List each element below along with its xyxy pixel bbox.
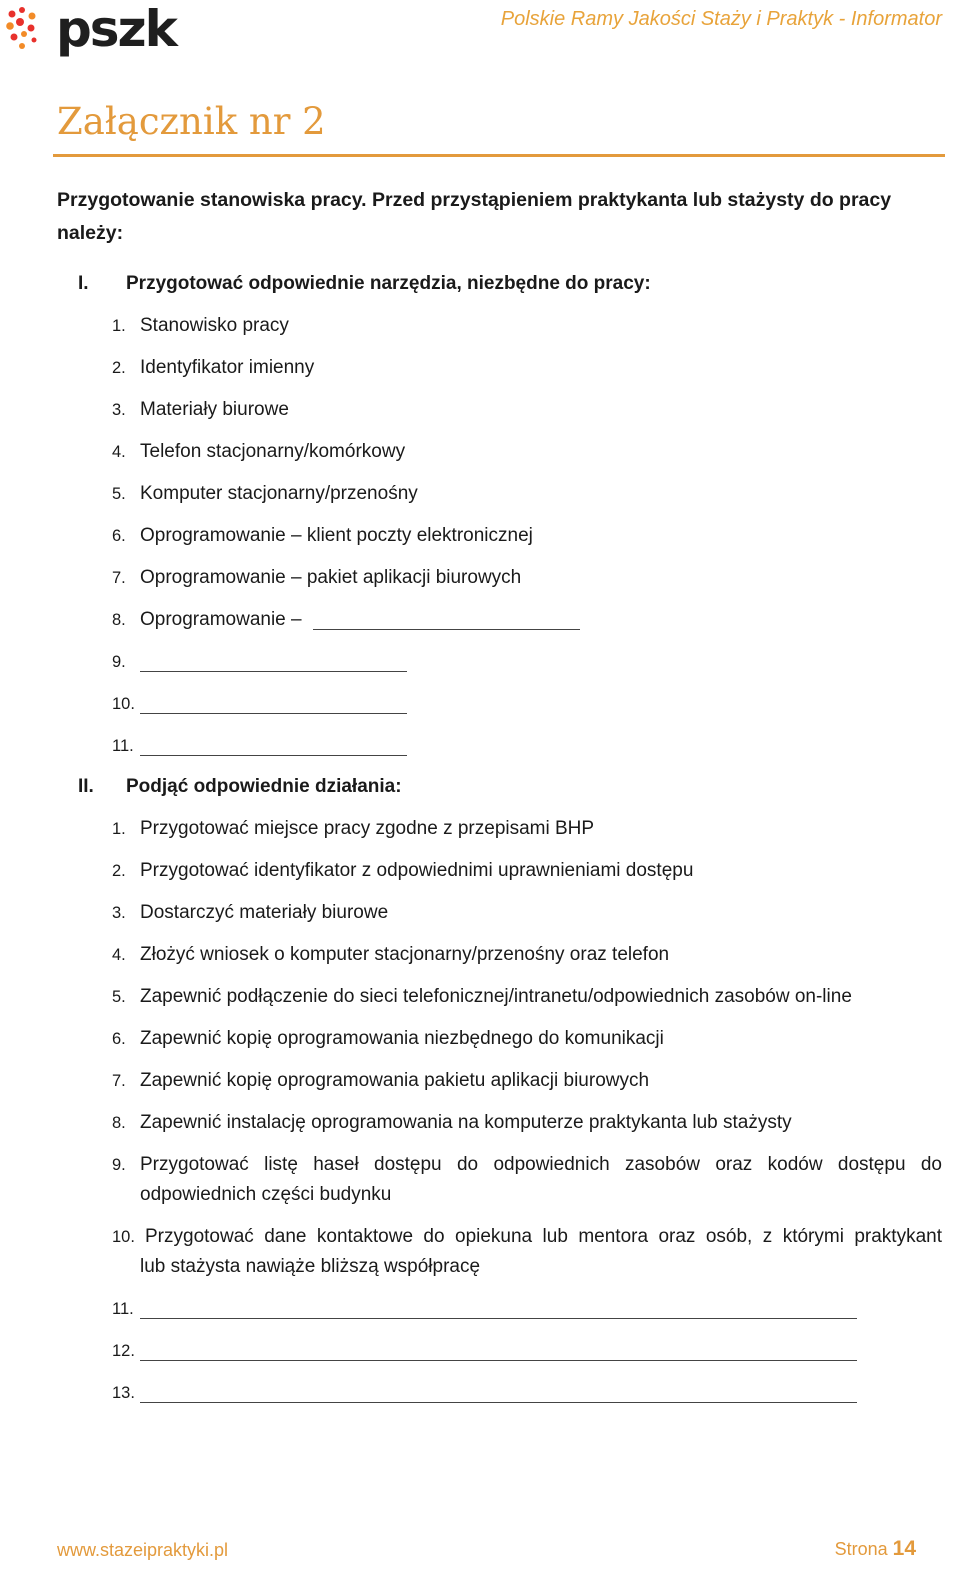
list-item-number: 4. [112,443,126,461]
list-item-text: Złożyć wniosek o komputer stacjonarny/przenośny oraz telefon [140,944,670,965]
list-item-number: 11. [112,737,134,755]
pszk-logo [4,2,176,56]
list-item-text: Zapewnić podłączenie do sieci telefonicznej/intranetu/odpowiednich zasobów on-line [140,986,852,1007]
fill-in-line[interactable] [140,755,407,756]
list-item-text: Komputer stacjonarny/przenośny [140,483,418,504]
fill-in-line[interactable] [140,1318,857,1319]
intro-paragraph: Przygotowanie stanowiska pracy. Przed przystąpieniem praktykanta lub stażysty do pracy należy: [57,189,892,244]
page-number: 14 [892,1537,916,1560]
list-item-number: 6. [112,1030,126,1048]
list-item-text: Przygotować identyfikator z odpowiednimi uprawnieniami dostępu [140,860,694,881]
list-item-number: 3. [112,904,126,922]
list-item-number: 1. [112,820,126,838]
list-item-number: 5. [112,988,126,1006]
list-item-text: Zapewnić kopię oprogramowania niezbędnego do komunikacji [140,1028,664,1049]
list-item-number: 8. [112,611,126,629]
list-item-number: 10. [112,1228,135,1246]
list-item-text: Przygotować miejsce pracy zgodne z przepisami BHP [140,818,595,839]
list-item-number: 4. [112,946,126,964]
list-item-number: 12. [112,1342,135,1360]
list-item-text: Zapewnić instalację oprogramowania na komputerze praktykanta lub stażysty [140,1112,792,1133]
title-divider [53,154,945,157]
footer-url-link[interactable]: www.stazeipraktyki.pl [57,1540,229,1560]
list-item-text: Oprogramowanie – [140,609,302,630]
logo-dots-icon [4,4,54,54]
fill-in-line[interactable] [140,1402,857,1403]
list-item-text: Identyfikator imienny [140,357,315,378]
section-2-title: Podjąć odpowiednie działania: [126,776,402,797]
fill-in-line[interactable] [140,713,407,714]
list-item-number: 13. [112,1384,135,1402]
list-item-text: Telefon stacjonarny/komórkowy [140,441,406,462]
list-item-number: 2. [112,862,126,880]
page-label: Strona [834,1539,888,1559]
page-title: Załącznik nr 2 [57,100,326,143]
fill-in-line[interactable] [140,671,407,672]
list-item-number: 11. [112,1300,134,1318]
section-2-number: II. [78,776,94,797]
logo-text: pszk [56,0,176,58]
list-item-text: Przygotować dane kontaktowe do opiekuna lub mentora oraz osób, z którymi praktykant [145,1226,942,1247]
list-item-number: 1. [112,317,126,335]
list-item-number: 8. [112,1114,126,1132]
section-1-number: I. [78,273,89,294]
list-item-number: 7. [112,1072,126,1090]
section-1-title: Przygotować odpowiednie narzędzia, niezbędne do pracy: [126,273,651,294]
list-item-text: Stanowisko pracy [140,315,289,336]
list-item-text: Przygotować listę haseł dostępu do odpowiednich zasobów oraz kodów dostępu do [140,1154,942,1175]
list-item-text: Zapewnić kopię oprogramowania pakietu aplikacji biurowych [140,1070,650,1091]
list-item-number: 6. [112,527,126,545]
list-item-text: Oprogramowanie – pakiet aplikacji biurowych [140,567,522,588]
list-item-text-continued: lub stażysta nawiąże bliższą współpracę [140,1256,481,1277]
list-item-text: Dostarczyć materiały biurowe [140,902,389,923]
fill-in-line[interactable] [313,629,580,630]
list-item-number: 9. [112,1156,126,1174]
list-item-text: Materiały biurowe [140,399,289,420]
list-item-number: 2. [112,359,126,377]
list-item-text-continued: odpowiednich części budynku [140,1184,392,1205]
header-title: Polskie Ramy Jakości Staży i Praktyk - Informator [500,8,942,30]
list-item-number: 7. [112,569,126,587]
list-item-number: 3. [112,401,126,419]
list-item-number: 9. [112,653,126,671]
list-item-number: 10. [112,695,135,713]
footer-page-number [835,1537,916,1561]
fill-in-line[interactable] [140,1360,857,1361]
list-item-text: Oprogramowanie – klient poczty elektronicznej [140,525,533,546]
list-item-number: 5. [112,485,126,503]
